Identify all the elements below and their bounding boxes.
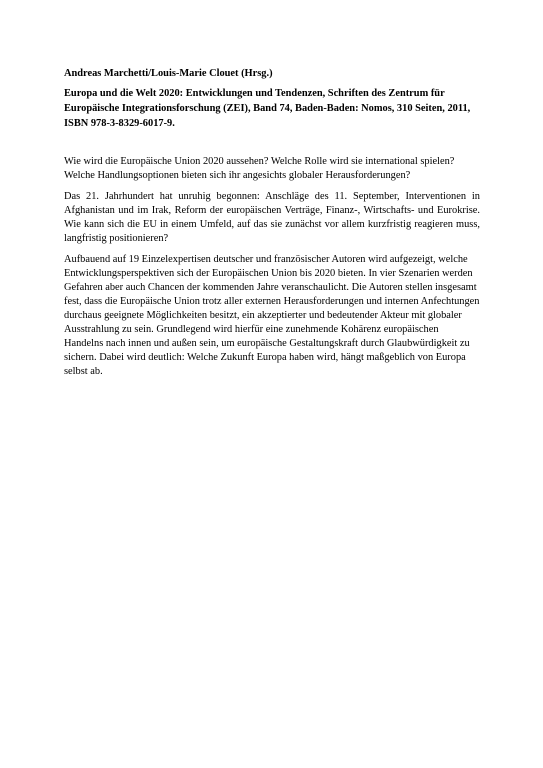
book-citation: Europa und die Welt 2020: Entwicklungen und Tendenzen, Schriften des Zentrum für Europäische Integrationsforschung (ZEI), Band 74, Baden-Baden: Nomos, 310 Seiten, 2011, ISBN 978-3-8329-6017-9. xyxy=(64,88,471,129)
paragraph-context: Das 21. Jahrhundert hat unruhig begonnen: Anschläge des 11. September, Interventionen in Afghanistan und im Irak, Reform der europäischen Verträge, Finanz-, Wirtschafts- und Eurokrise. Wie kann sich die EU in einem Umfeld, auf das sie zunächst vor allem kurzfristig reagieren muss, langfristig positionieren? xyxy=(64,191,480,244)
editors-line: Andreas Marchetti/Louis-Marie Clouet (Hrsg.) xyxy=(64,68,273,79)
paragraph-summary: Aufbauend auf 19 Einzelexpertisen deutscher und französischer Autoren wird aufgezeigt, welche Entwicklungsperspektiven sich der Europäischen Union bis 2020 bieten. In vier Szenarien werden Gefahren aber auch Chancen der kommenden Jahre veranschaulicht. Die Autoren stellen insgesamt fest, dass die Europäische Union trotz aller externen Herausforderungen und internen Anfechtungen durchaus geeignete Möglichkeiten besitzt, ein akzeptierter und bedeutender Akteur mit globaler Ausstrahlung zu sein. Grundlegend wird hierfür eine zunehmende Kohärenz europäischen Handelns nach innen und außen sein, um europäische Gestaltungskraft durch Glaubwürdigkeit zu sichern. Dabei wird deutlich: Welche Zukunft Europa haben wird, hängt maßgeblich von Europa selbst ab. xyxy=(64,254,480,377)
paragraph-intro-questions: Wie wird die Europäische Union 2020 aussehen? Welche Rolle wird sie international spielen? Welche Handlungsoptionen bieten sich ihr angesichts globaler Herausforderungen? xyxy=(64,156,455,181)
document-page xyxy=(64,67,480,386)
